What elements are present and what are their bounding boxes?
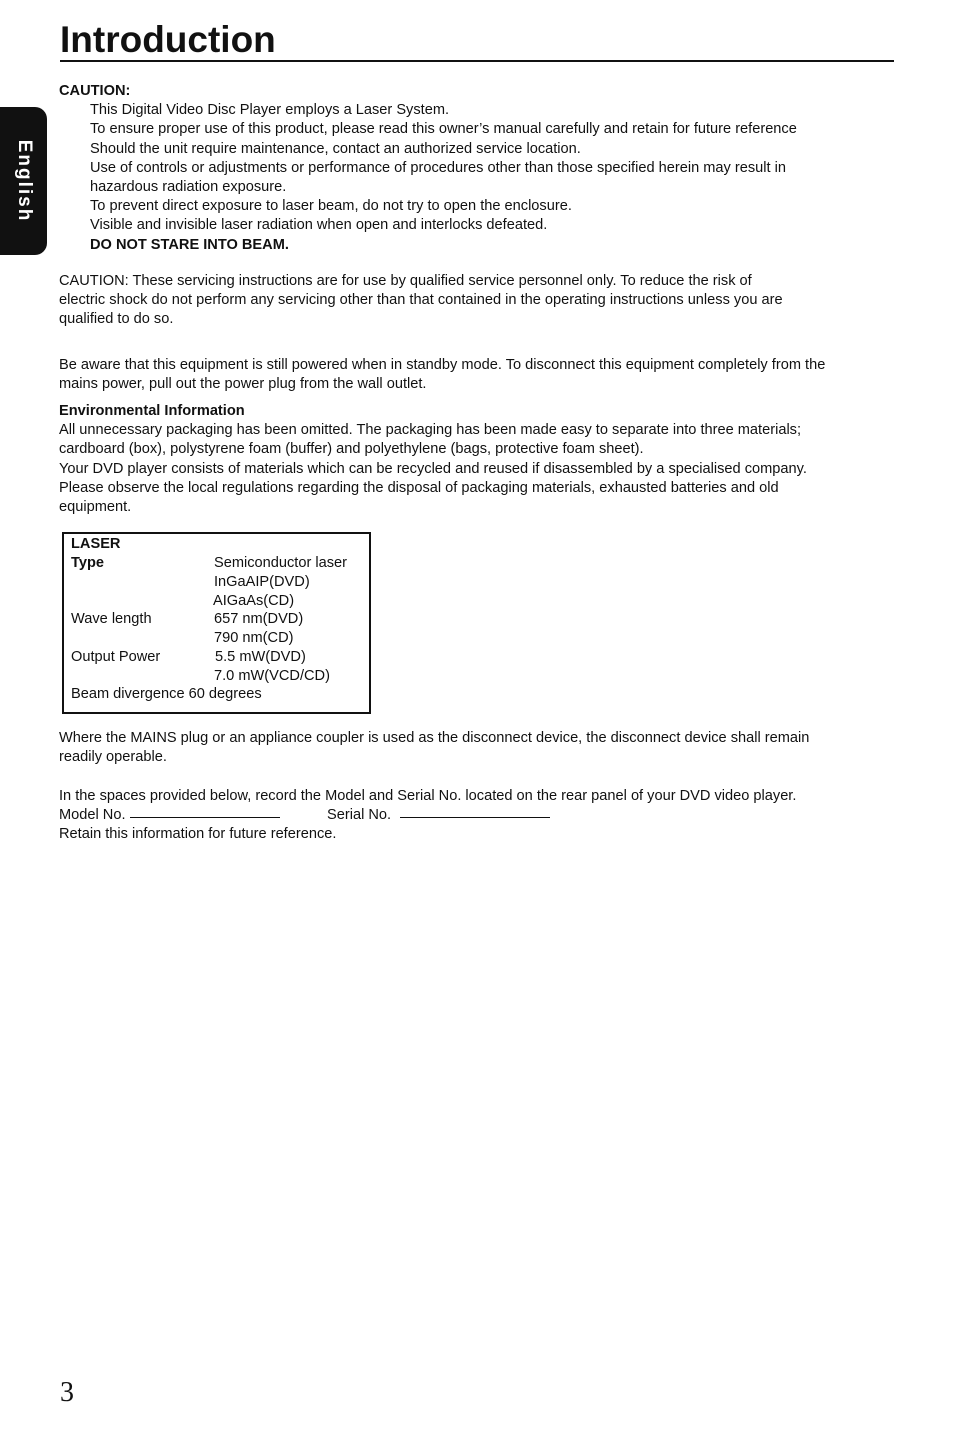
environmental-line: Your DVD player consists of materials which can be recycled and reused if disassembled by a specialised company.: [59, 460, 807, 477]
environmental-line: All unnecessary packaging has been omitted. The packaging has been made easy to separate into three materials;: [59, 422, 802, 439]
output-power-value: 7.0 mW(VCD/CD): [214, 668, 330, 684]
caution-line: This Digital Video Disc Player employs a Laser System.: [90, 102, 450, 119]
language-tab: [0, 107, 47, 255]
beam-divergence: Beam divergence 60 degrees: [71, 686, 262, 702]
environmental-heading: Environmental Information: [59, 403, 245, 419]
record-intro: In the spaces provided below, record the Model and Serial No. located on the rear panel of your DVD video player.: [59, 788, 797, 804]
servicing-line: qualified to do so.: [59, 311, 174, 328]
retain-note: Retain this information for future reference.: [59, 826, 337, 843]
environmental-line: Please observe the local regulations regarding the disposal of packaging materials, exhausted batteries and old: [59, 479, 779, 496]
environmental-line: equipment.: [59, 499, 132, 516]
title-divider: [60, 60, 894, 62]
record-section: [59, 787, 889, 845]
mains-line: Where the MAINS plug or an appliance coupler is used as the disconnect device, the disconnect device shall remain: [59, 730, 810, 746]
caution-line: Visible and invisible laser radiation when open and interlocks defeated.: [90, 217, 548, 234]
type-value: Semiconductor laser: [214, 555, 348, 571]
caution-line: Should the unit require maintenance, contact an authorized service location.: [90, 140, 581, 157]
servicing-line: CAUTION: These servicing instructions are for use by qualified service personnel only. To reduce the risk of: [59, 273, 752, 289]
model-no-label: Model No.: [59, 807, 126, 824]
wave-length-value: 790 nm(CD): [214, 630, 294, 646]
environmental-info: [59, 402, 889, 517]
standby-notice: [59, 356, 889, 394]
record-fields: [59, 806, 889, 825]
serial-no-field: [327, 806, 550, 825]
servicing-line: electric shock do not perform any servicing other than that contained in the operating instructions unless you are: [59, 292, 783, 309]
mains-line: readily operable.: [59, 749, 167, 766]
wave-length-value: 657 nm(DVD): [214, 611, 304, 627]
caution-block: [59, 82, 889, 255]
standby-line: mains power, pull out the power plug from the wall outlet.: [59, 376, 427, 393]
type-value: InGaAIP(DVD): [214, 574, 310, 590]
page-title: Introduction: [60, 19, 276, 60]
caution-line: To ensure proper use of this product, please read this owner’s manual carefully and retain for future reference: [90, 121, 797, 138]
caution-heading: CAUTION:: [59, 83, 131, 99]
wave-length-label: Wave length: [71, 611, 152, 627]
standby-line: Be aware that this equipment is still powered when in standby mode. To disconnect this equipment completely from the: [59, 357, 826, 373]
caution-line: hazardous radiation exposure.: [90, 179, 287, 196]
laser-spec-box: [62, 532, 371, 714]
beam-warning: DO NOT STARE INTO BEAM.: [90, 236, 289, 253]
output-power-label: Output Power: [71, 649, 161, 665]
serial-no-blank: [400, 817, 550, 818]
model-no-blank: [130, 817, 280, 818]
environmental-line: cardboard (box), polystyrene foam (buffer) and polyethylene (bags, protective foam sheet).: [59, 441, 644, 458]
serial-no-label: Serial No.: [327, 807, 392, 824]
output-power-value: 5.5 mW(DVD): [215, 649, 306, 665]
laser-heading: LASER: [71, 536, 121, 552]
caution-line: To prevent direct exposure to laser beam, do not try to open the enclosure.: [90, 198, 572, 215]
type-label: Type: [71, 555, 104, 571]
page-number: 3: [60, 1377, 74, 1408]
servicing-caution: [59, 272, 889, 330]
language-tab-label: English: [13, 139, 35, 223]
caution-line: Use of controls or adjustments or performance of procedures other than those specified herein may result in: [90, 159, 786, 176]
mains-notice: [59, 729, 889, 767]
type-value: AIGaAs(CD): [213, 593, 295, 609]
